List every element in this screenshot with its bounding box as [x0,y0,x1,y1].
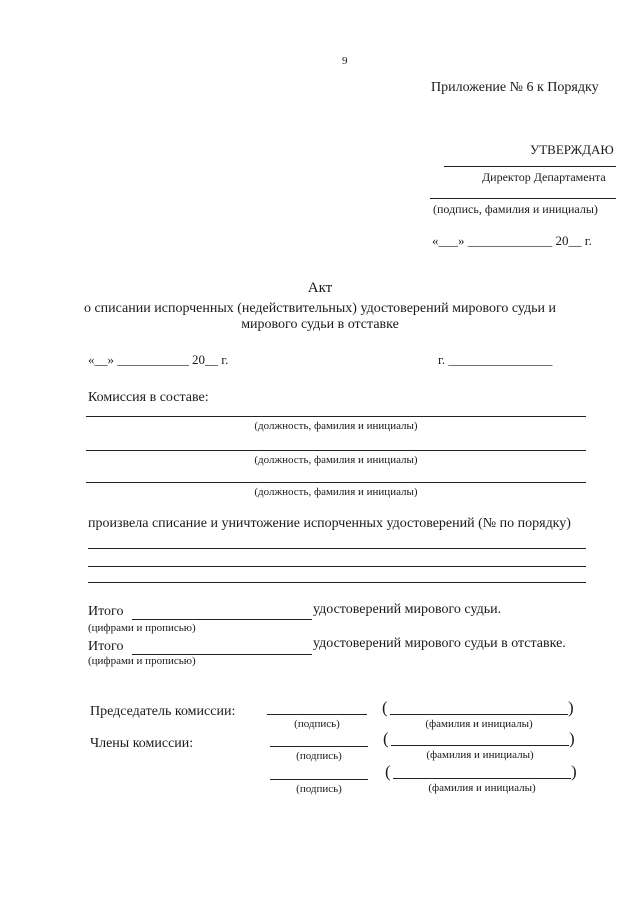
chairman-name-line [390,714,568,715]
writeoff-text: произвела списание и уничтожение испорченных удостоверений (№ по порядку) [88,516,571,531]
chairman-signature-caption: (подпись) [294,718,340,730]
chairman-open-paren: ( [382,698,388,717]
writeoff-line-1 [88,548,586,549]
approval-signature-line [444,166,616,167]
member2-signature-line [270,779,368,780]
chairman-name-caption: (фамилия и инициалы) [425,718,533,730]
member2-name-caption: (фамилия и инициалы) [428,782,536,794]
act-date: «__» ___________ 20__ г. [88,352,229,367]
member1-close-paren: ) [569,729,575,748]
total-judge-label: Итого [88,604,124,619]
act-title: Акт [307,280,333,296]
member-line-2 [86,450,586,451]
member-line-1 [86,416,586,417]
member2-open-paren: ( [385,762,391,781]
writeoff-line-2 [88,566,586,567]
chairman-close-paren: ) [568,698,574,717]
approval-date: «___» _____________ 20__ г. [432,233,592,248]
writeoff-line-3 [88,582,586,583]
member2-name-line [393,778,571,779]
total-judge-caption: (цифрами и прописью) [88,622,196,634]
member2-signature-caption: (подпись) [296,783,342,795]
member1-signature-caption: (подпись) [296,750,342,762]
member-line-3 [86,482,586,483]
director-title: Директор Департамента [482,170,606,184]
total-retired-text: удостоверений мирового судьи в отставке. [313,636,566,651]
member-caption-1: (должность, фамилия и инициалы) [254,420,418,432]
total-retired-caption: (цифрами и прописью) [88,655,196,667]
act-subtitle-line1: о списании испорченных (недействительных) удостоверений мирового судьи и [83,301,557,316]
members-label: Члены комиссии: [90,736,194,751]
commission-label: Комиссия в составе: [88,390,209,405]
appendix-label: Приложение № 6 к Порядку [431,80,599,95]
approve-heading: УТВЕРЖДАЮ [530,142,614,157]
act-city: г. ________________ [438,352,553,367]
total-retired-label: Итого [88,639,124,654]
member1-open-paren: ( [383,729,389,748]
member1-name-caption: (фамилия и инициалы) [426,749,534,761]
member1-signature-line [270,746,368,747]
chairman-signature-line [267,714,367,715]
member2-close-paren: ) [571,762,577,781]
director-signature-caption: (подпись, фамилия и инициалы) [433,202,598,216]
page-number: 9 [342,55,348,67]
member-caption-2: (должность, фамилия и инициалы) [254,454,418,466]
act-subtitle-line2: мирового судьи в отставке [241,317,399,332]
member1-name-line [391,745,569,746]
member-caption-3: (должность, фамилия и инициалы) [254,486,418,498]
total-judge-line [132,619,312,620]
director-signature-line [430,198,616,199]
total-judge-text: удостоверений мирового судьи. [313,602,502,617]
chairman-label: Председатель комиссии: [90,704,236,719]
